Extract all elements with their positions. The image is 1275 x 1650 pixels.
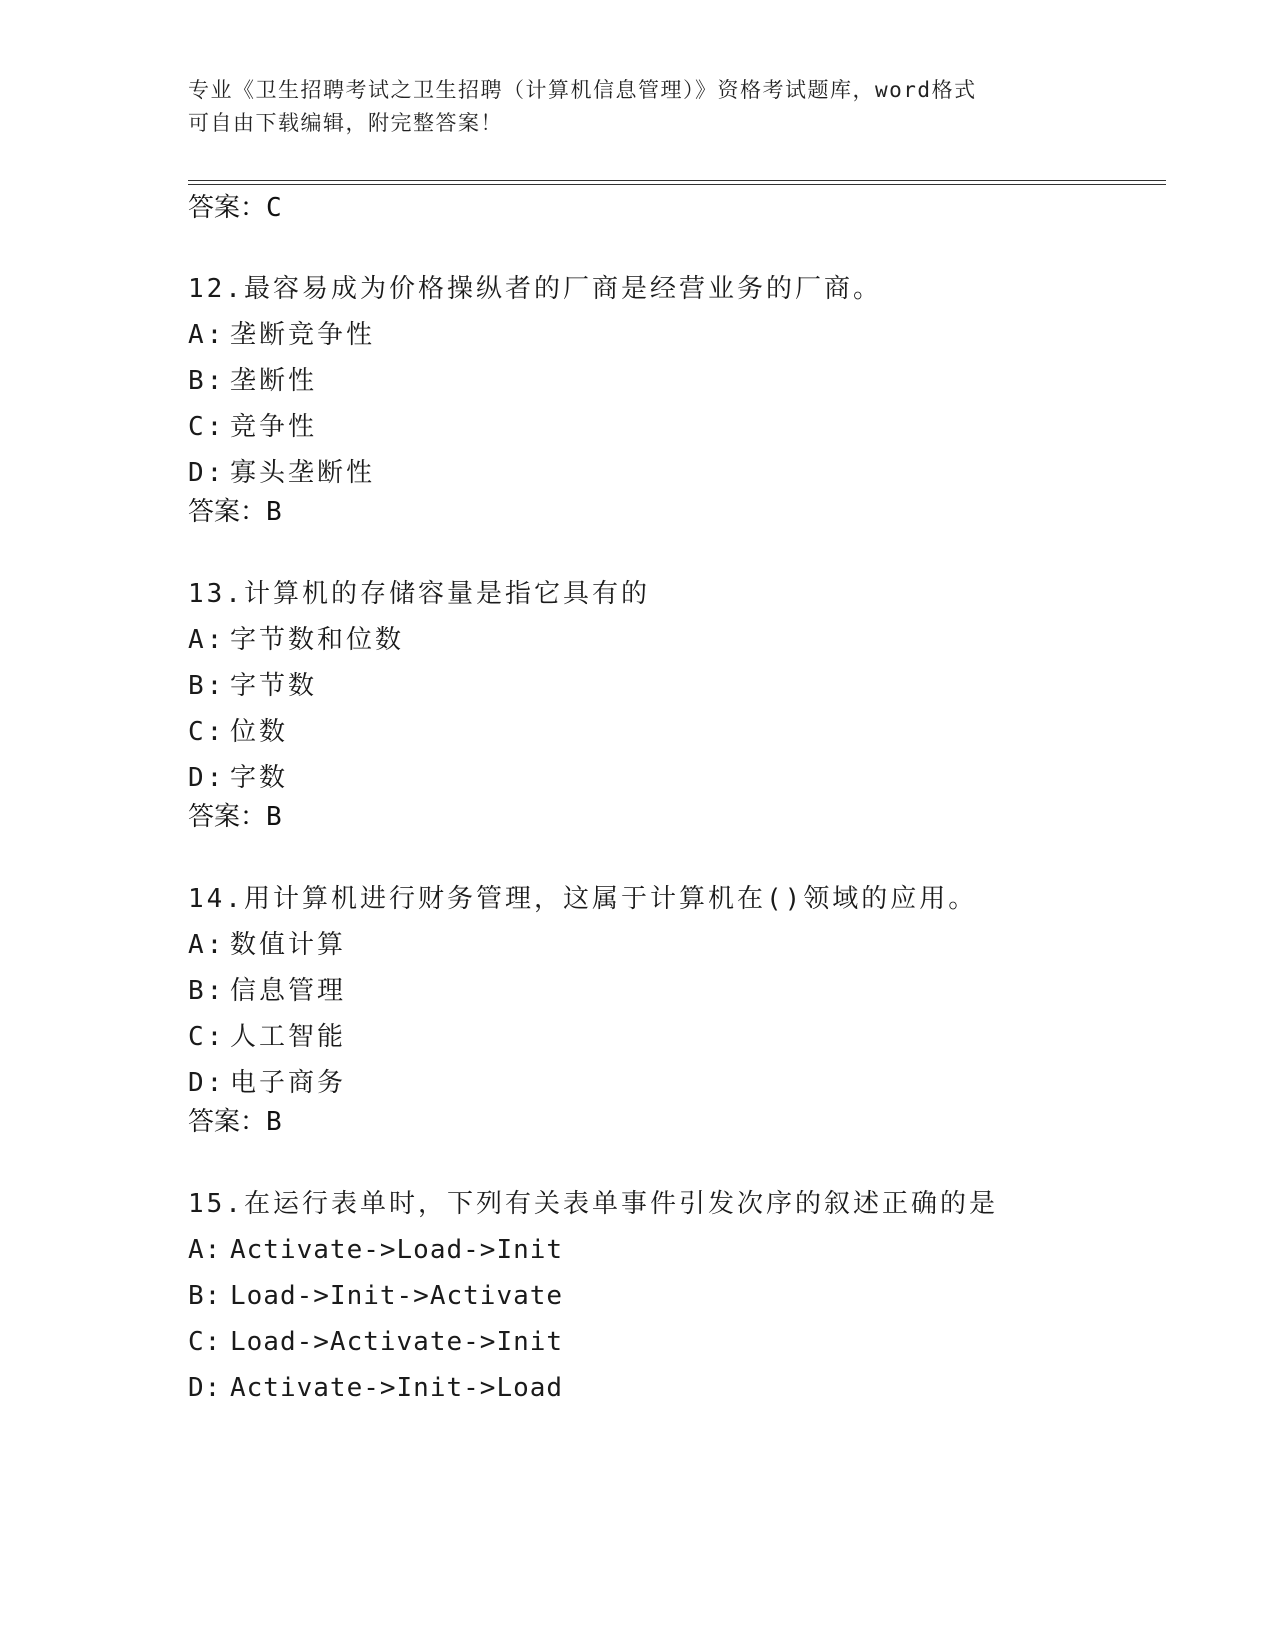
option-text: 信息管理 (230, 976, 347, 1006)
answer-prefix: 答案： (188, 802, 267, 832)
question-15 (188, 1187, 1168, 1405)
header-line-1: 专业《卫生招聘考试之卫生招聘（计算机信息管理）》资格考试题库，word格式 (188, 78, 977, 102)
option-d (188, 456, 1168, 490)
option-c (188, 1325, 1168, 1359)
option-label: B: (188, 1281, 222, 1311)
option-text: 位数 (230, 717, 289, 747)
option-text: 垄断性 (230, 366, 318, 396)
option-c (188, 410, 1168, 444)
option-text: 电子商务 (230, 1068, 347, 1098)
option-label: D: (188, 763, 226, 793)
answer-value: B (266, 1107, 282, 1137)
answer-prefix: 答案： (188, 193, 267, 223)
question-stem: 12.最容易成为价格操纵者的厂商是经营业务的厂商。 (188, 274, 882, 304)
question-14 (188, 882, 1168, 1100)
option-text: Load->Init->Activate (230, 1281, 564, 1311)
option-label: C: (188, 412, 226, 442)
question-stem: 13.计算机的存储容量是指它具有的 (188, 579, 650, 609)
option-label: A: (188, 1235, 222, 1265)
answer-line-q13 (188, 801, 282, 833)
document-header (188, 74, 1088, 140)
option-a (188, 928, 1168, 962)
answer-line-q11 (188, 192, 282, 224)
option-a (188, 623, 1168, 657)
header-line-2: 可自由下载编辑，附完整答案！ (188, 111, 503, 135)
option-text: Activate->Load->Init (230, 1235, 564, 1265)
answer-prefix: 答案： (188, 497, 267, 527)
option-text: 字节数和位数 (230, 625, 405, 655)
option-label: B: (188, 976, 226, 1006)
option-c (188, 715, 1168, 749)
option-b (188, 974, 1168, 1008)
option-text: 字节数 (230, 671, 318, 701)
option-text: 人工智能 (230, 1022, 347, 1052)
option-text: Load->Activate->Init (230, 1327, 564, 1357)
question-12 (188, 272, 1168, 490)
option-d (188, 1066, 1168, 1100)
option-label: C: (188, 717, 226, 747)
option-label: C: (188, 1327, 222, 1357)
option-text: 垄断竞争性 (230, 320, 376, 350)
option-c (188, 1020, 1168, 1054)
option-text: 竞争性 (230, 412, 318, 442)
question-stem: 15.在运行表单时，下列有关表单事件引发次序的叙述正确的是 (188, 1189, 998, 1219)
answer-line-q14 (188, 1106, 282, 1138)
answer-value: B (266, 497, 282, 527)
option-a (188, 1233, 1168, 1267)
option-label: A: (188, 320, 226, 350)
document-page (188, 0, 1168, 1650)
option-label: C: (188, 1022, 226, 1052)
answer-prefix: 答案： (188, 1107, 267, 1137)
option-label: D: (188, 1068, 226, 1098)
option-label: D: (188, 1373, 222, 1403)
option-a (188, 318, 1168, 352)
option-label: D: (188, 458, 226, 488)
option-label: B: (188, 366, 226, 396)
option-text: Activate->Init->Load (230, 1373, 564, 1403)
option-text: 数值计算 (230, 930, 347, 960)
option-b (188, 669, 1168, 703)
answer-value: C (266, 193, 282, 223)
option-label: A: (188, 625, 226, 655)
answer-value: B (266, 802, 282, 832)
option-text: 寡头垄断性 (230, 458, 376, 488)
answer-line-q12 (188, 496, 282, 528)
option-b (188, 364, 1168, 398)
option-label: B: (188, 671, 226, 701)
option-label: A: (188, 930, 226, 960)
option-b (188, 1279, 1168, 1313)
question-stem: 14.用计算机进行财务管理，这属于计算机在()领域的应用。 (188, 884, 978, 914)
option-d (188, 1371, 1168, 1405)
option-text: 字数 (230, 763, 289, 793)
header-divider (188, 180, 1166, 185)
question-13 (188, 577, 1168, 795)
option-d (188, 761, 1168, 795)
